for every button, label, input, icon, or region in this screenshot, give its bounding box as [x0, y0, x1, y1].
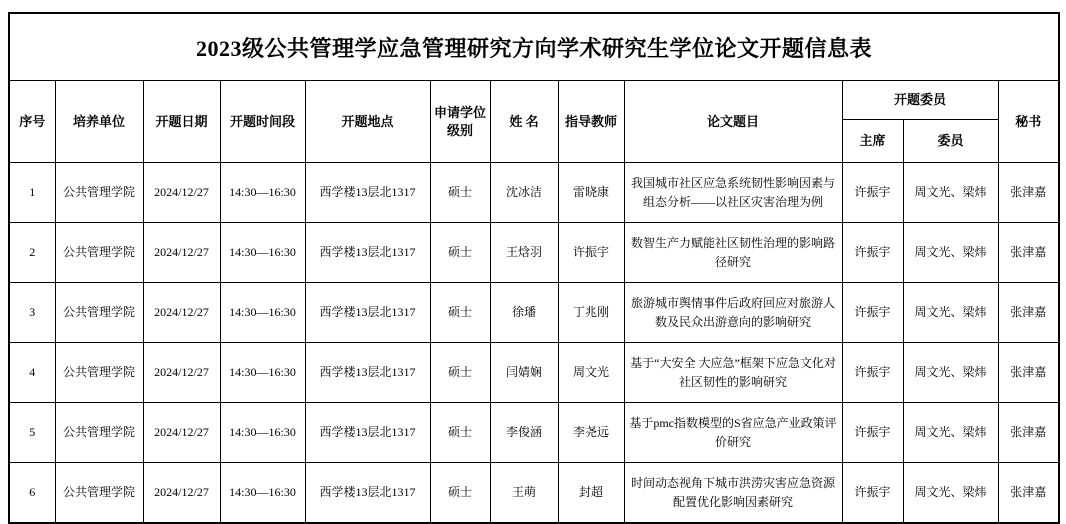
cell-thesis: 基于“大安全 大应急”框架下应急文化对社区韧性的影响研究	[624, 343, 842, 403]
cell-secretary: 张津嘉	[998, 163, 1059, 223]
col-header-advisor: 指导教师	[558, 81, 624, 163]
cell-time: 14:30—16:30	[220, 403, 305, 463]
cell-date: 2024/12/27	[143, 403, 220, 463]
cell-name: 沈冰洁	[490, 163, 558, 223]
cell-unit: 公共管理学院	[55, 343, 143, 403]
cell-members: 周文光、梁炜	[903, 223, 998, 283]
cell-members: 周文光、梁炜	[903, 403, 998, 463]
page-title: 2023级公共管理学应急管理研究方向学术研究生学位论文开题信息表	[9, 13, 1059, 81]
col-header-seq: 序号	[9, 81, 55, 163]
cell-secretary: 张津嘉	[998, 283, 1059, 343]
table-row	[9, 403, 1059, 463]
cell-thesis: 基于pmc指数模型的S省应急产业政策评价研究	[624, 403, 842, 463]
cell-members: 周文光、梁炜	[903, 343, 998, 403]
cell-name: 徐璠	[490, 283, 558, 343]
cell-thesis: 数智生产力赋能社区韧性治理的影响路径研究	[624, 223, 842, 283]
cell-time: 14:30—16:30	[220, 463, 305, 524]
cell-seq: 2	[9, 223, 55, 283]
cell-degree: 硕士	[430, 463, 490, 524]
cell-degree: 硕士	[430, 343, 490, 403]
cell-advisor: 周文光	[558, 343, 624, 403]
cell-secretary: 张津嘉	[998, 223, 1059, 283]
cell-chair: 许振宇	[842, 403, 903, 463]
cell-location: 西学楼13层北1317	[305, 403, 430, 463]
cell-advisor: 许振宇	[558, 223, 624, 283]
cell-degree: 硕士	[430, 283, 490, 343]
cell-advisor: 李尧远	[558, 403, 624, 463]
col-header-chair: 主席	[842, 120, 903, 163]
cell-date: 2024/12/27	[143, 343, 220, 403]
col-header-date: 开题日期	[143, 81, 220, 163]
cell-unit: 公共管理学院	[55, 403, 143, 463]
cell-name: 王焓羽	[490, 223, 558, 283]
cell-chair: 许振宇	[842, 223, 903, 283]
cell-seq: 6	[9, 463, 55, 524]
cell-date: 2024/12/27	[143, 463, 220, 524]
col-header-thesis-title: 论文题目	[624, 81, 842, 163]
cell-location: 西学楼13层北1317	[305, 283, 430, 343]
cell-chair: 许振宇	[842, 463, 903, 524]
cell-secretary: 张津嘉	[998, 463, 1059, 524]
cell-time: 14:30—16:30	[220, 223, 305, 283]
cell-seq: 4	[9, 343, 55, 403]
cell-thesis: 时间动态视角下城市洪涝灾害应急资源配置优化影响因素研究	[624, 463, 842, 524]
cell-members: 周文光、梁炜	[903, 463, 998, 524]
cell-advisor: 封超	[558, 463, 624, 524]
cell-thesis: 旅游城市舆情事件后政府回应对旅游人数及民众出游意向的影响研究	[624, 283, 842, 343]
col-header-location: 开题地点	[305, 81, 430, 163]
cell-unit: 公共管理学院	[55, 163, 143, 223]
cell-date: 2024/12/27	[143, 163, 220, 223]
cell-chair: 许振宇	[842, 163, 903, 223]
cell-location: 西学楼13层北1317	[305, 163, 430, 223]
title-row	[9, 13, 1059, 81]
cell-time: 14:30—16:30	[220, 343, 305, 403]
cell-thesis: 我国城市社区应急系统韧性影响因素与组态分析——以社区灾害治理为例	[624, 163, 842, 223]
cell-advisor: 丁兆刚	[558, 283, 624, 343]
table-row	[9, 343, 1059, 403]
col-header-name: 姓 名	[490, 81, 558, 163]
cell-location: 西学楼13层北1317	[305, 343, 430, 403]
cell-date: 2024/12/27	[143, 283, 220, 343]
cell-unit: 公共管理学院	[55, 223, 143, 283]
cell-name: 李俊涵	[490, 403, 558, 463]
cell-members: 周文光、梁炜	[903, 283, 998, 343]
document-sheet	[8, 12, 1060, 524]
cell-seq: 3	[9, 283, 55, 343]
table-row	[9, 463, 1059, 524]
cell-seq: 5	[9, 403, 55, 463]
cell-seq: 1	[9, 163, 55, 223]
cell-time: 14:30—16:30	[220, 163, 305, 223]
table-row	[9, 163, 1059, 223]
col-header-members: 委员	[903, 120, 998, 163]
cell-secretary: 张津嘉	[998, 403, 1059, 463]
col-header-secretary: 秘书	[998, 81, 1059, 163]
cell-location: 西学楼13层北1317	[305, 223, 430, 283]
cell-name: 闫婧娴	[490, 343, 558, 403]
cell-date: 2024/12/27	[143, 223, 220, 283]
cell-chair: 许振宇	[842, 343, 903, 403]
cell-unit: 公共管理学院	[55, 463, 143, 524]
col-header-committee: 开题委员	[842, 81, 998, 120]
cell-name: 王萌	[490, 463, 558, 524]
col-header-time-range: 开题时间段	[220, 81, 305, 163]
table-row	[9, 223, 1059, 283]
cell-members: 周文光、梁炜	[903, 163, 998, 223]
cell-time: 14:30—16:30	[220, 283, 305, 343]
cell-chair: 许振宇	[842, 283, 903, 343]
header-row-1	[9, 81, 1059, 120]
cell-degree: 硕士	[430, 223, 490, 283]
cell-location: 西学楼13层北1317	[305, 463, 430, 524]
cell-advisor: 雷晓康	[558, 163, 624, 223]
cell-secretary: 张津嘉	[998, 343, 1059, 403]
thesis-proposal-table	[8, 12, 1060, 524]
col-header-degree-level: 申请学位级别	[430, 81, 490, 163]
cell-degree: 硕士	[430, 403, 490, 463]
cell-degree: 硕士	[430, 163, 490, 223]
table-row	[9, 283, 1059, 343]
col-header-unit: 培养单位	[55, 81, 143, 163]
cell-unit: 公共管理学院	[55, 283, 143, 343]
